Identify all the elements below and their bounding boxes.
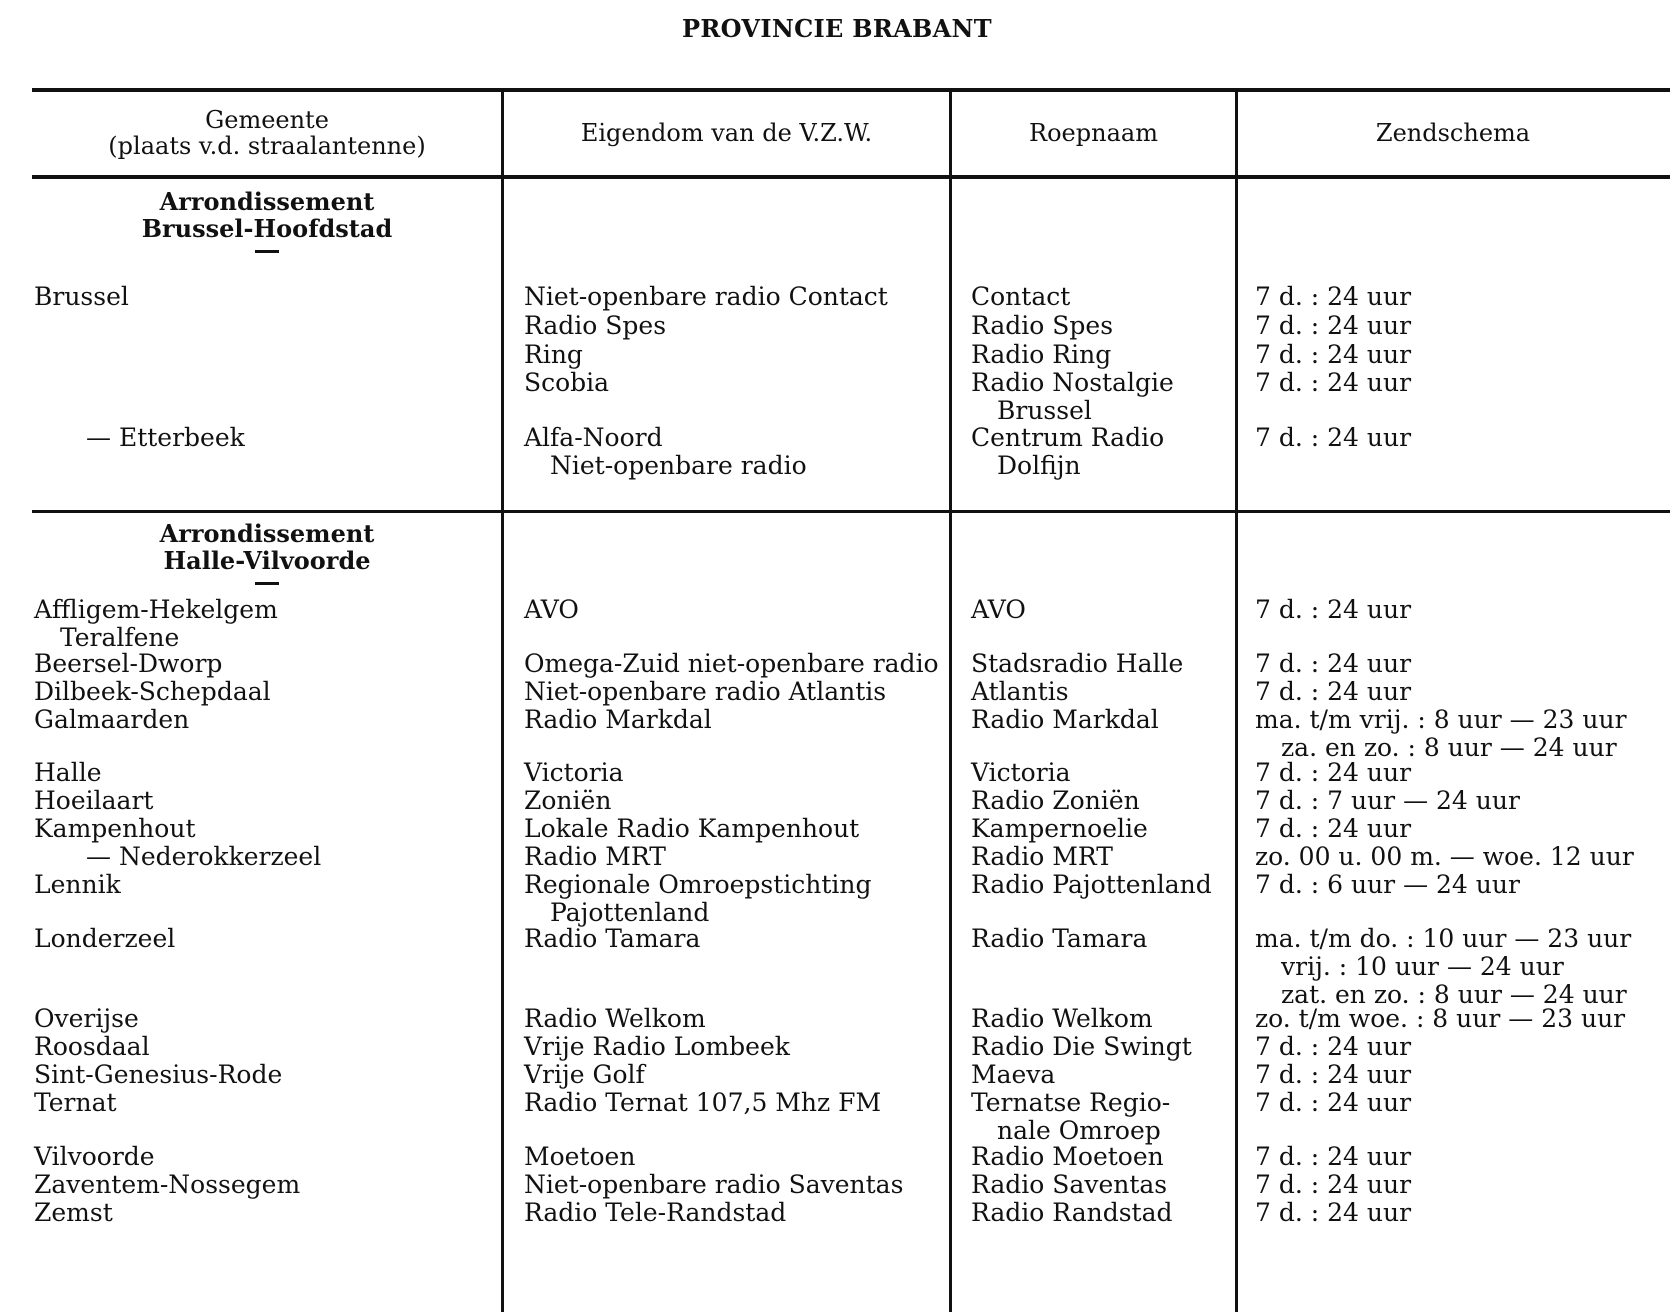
eigendom-cell: Radio Welkom — [524, 1004, 706, 1033]
roepnaam-cell: Radio Tamara — [971, 924, 1148, 953]
zendschema-cell: 7 d. : 24 uur — [1255, 814, 1412, 843]
zendschema-cell: 7 d. : 24 uur — [1255, 1060, 1412, 1089]
column-divider — [501, 88, 504, 1312]
zendschema-cell: 7 d. : 24 uur — [1255, 758, 1412, 787]
gemeente-cell: Beersel-Dworp — [34, 649, 223, 678]
zendschema-cell: 7 d. : 24 uur — [1255, 1198, 1412, 1227]
zendschema-cell: 7 d. : 7 uur — 24 uur — [1255, 786, 1520, 815]
zendschema-cell: 7 d. : 24 uur — [1255, 595, 1412, 624]
zendschema-cell: 7 d. : 24 uur — [1255, 1142, 1412, 1171]
eigendom-cell: Radio Tele-Randstad — [524, 1198, 787, 1227]
eigendom-cell: Radio Markdal — [524, 705, 712, 734]
roepnaam-cell: Radio Ring — [971, 340, 1112, 369]
roepnaam-cell: Ternatse Regio- nale Omroep — [971, 1088, 1171, 1145]
roepnaam-cell: Radio MRT — [971, 842, 1113, 871]
header-roepnaam: Roepnaam — [1029, 119, 1158, 147]
zendschema-cell: 7 d. : 24 uur — [1255, 1088, 1412, 1117]
roepnaam-cell: Atlantis — [971, 677, 1069, 706]
eigendom-cell: Lokale Radio Kampenhout — [524, 814, 860, 843]
roepnaam-cell: Radio Moetoen — [971, 1142, 1164, 1171]
section-heading: Arrondissement Brussel-Hoofdstad — [32, 188, 502, 253]
roepnaam-cell: Radio Pajottenland — [971, 870, 1212, 899]
roepnaam-cell: Maeva — [971, 1060, 1056, 1089]
zendschema-cell: ma. t/m do. : 10 uur — 23 uur vrij. : 10 uur — 24 uur zat. en zo. : 8 uur — 24 uur — [1255, 924, 1632, 1009]
gemeente-cell: Halle — [34, 758, 102, 787]
zendschema-cell: 7 d. : 24 uur — [1255, 311, 1412, 340]
gemeente-cell: Dilbeek-Schepdaal — [34, 677, 271, 706]
gemeente-cell: Roosdaal — [34, 1032, 150, 1061]
gemeente-cell: Ternat — [34, 1088, 117, 1117]
roepnaam-cell: Victoria — [971, 758, 1071, 787]
roepnaam-cell: Radio Randstad — [971, 1198, 1173, 1227]
zendschema-cell: zo. t/m woe. : 8 uur — 23 uur — [1255, 1004, 1626, 1033]
eigendom-cell: Niet-openbare radio Saventas — [524, 1170, 904, 1199]
section-dash — [255, 250, 279, 253]
eigendom-cell: Niet-openbare radio Contact — [524, 282, 888, 311]
gemeente-cell: Kampenhout — [34, 814, 196, 843]
roepnaam-cell: Radio Spes — [971, 311, 1114, 340]
roepnaam-cell: Radio Welkom — [971, 1004, 1153, 1033]
gemeente-cell: Hoeilaart — [34, 786, 154, 815]
eigendom-cell: Radio Spes — [524, 311, 667, 340]
eigendom-cell: Scobia — [524, 368, 610, 397]
zendschema-cell: 7 d. : 24 uur — [1255, 368, 1412, 397]
gemeente-cell: Zemst — [34, 1198, 113, 1227]
roepnaam-cell: Stadsradio Halle — [971, 649, 1184, 678]
roepnaam-cell: Radio Saventas — [971, 1170, 1168, 1199]
eigendom-cell: Vrije Radio Lombeek — [524, 1032, 790, 1061]
roepnaam-cell: Radio Nostalgie Brussel — [971, 368, 1174, 425]
eigendom-cell: Niet-openbare radio Atlantis — [524, 677, 887, 706]
gemeente-cell: — Etterbeek — [86, 423, 245, 452]
gemeente-cell: Galmaarden — [34, 705, 190, 734]
gemeente-cell: Lennik — [34, 870, 121, 899]
section-heading: Arrondissement Halle-Vilvoorde — [32, 520, 502, 585]
eigendom-cell: Radio Tamara — [524, 924, 701, 953]
roepnaam-cell: Centrum Radio Dolfijn — [971, 423, 1165, 480]
section-dash — [255, 582, 279, 585]
page-title: PROVINCIE BRABANT — [682, 14, 992, 43]
broadcast-table — [32, 88, 1670, 1312]
gemeente-cell: Zaventem-Nossegem — [34, 1170, 301, 1199]
gemeente-cell: — Nederokkerzeel — [86, 842, 322, 871]
gemeente-cell: Londerzeel — [34, 924, 176, 953]
header-gemeente: Gemeente (plaats v.d. straalantenne) — [108, 106, 426, 160]
roepnaam-cell: Radio Markdal — [971, 705, 1159, 734]
zendschema-cell: 7 d. : 6 uur — 24 uur — [1255, 870, 1520, 899]
roepnaam-cell: Radio Die Swingt — [971, 1032, 1192, 1061]
gemeente-cell: Vilvoorde — [34, 1142, 155, 1171]
eigendom-cell: Omega-Zuid niet-openbare radio — [524, 649, 939, 678]
eigendom-cell: AVO — [524, 595, 579, 624]
zendschema-cell: 7 d. : 24 uur — [1255, 282, 1412, 311]
section-rule — [32, 510, 1670, 513]
eigendom-cell: Victoria — [524, 758, 624, 787]
gemeente-cell: Brussel — [34, 282, 129, 311]
zendschema-cell: 7 d. : 24 uur — [1255, 423, 1412, 452]
eigendom-cell: Ring — [524, 340, 583, 369]
eigendom-cell: Zoniën — [524, 786, 612, 815]
eigendom-cell: Radio Ternat 107,5 Mhz FM — [524, 1088, 882, 1117]
gemeente-cell: Overijse — [34, 1004, 139, 1033]
zendschema-cell: 7 d. : 24 uur — [1255, 677, 1412, 706]
header-zendschema: Zendschema — [1375, 119, 1531, 147]
header-eigendom: Eigendom van de V.Z.W. — [580, 119, 873, 147]
zendschema-cell: zo. 00 u. 00 m. — woe. 12 uur — [1255, 842, 1634, 871]
roepnaam-cell: Kampernoelie — [971, 814, 1148, 843]
zendschema-cell: 7 d. : 24 uur — [1255, 1032, 1412, 1061]
roepnaam-cell: Contact — [971, 282, 1071, 311]
eigendom-cell: Vrije Golf — [524, 1060, 645, 1089]
gemeente-cell: Sint-Genesius-Rode — [34, 1060, 283, 1089]
eigendom-cell: Regionale Omroepstichting Pajottenland — [524, 870, 872, 927]
eigendom-cell: Alfa-Noord Niet-openbare radio — [524, 423, 807, 480]
zendschema-cell: ma. t/m vrij. : 8 uur — 23 uur za. en zo. : 8 uur — 24 uur — [1255, 705, 1627, 762]
eigendom-cell: Moetoen — [524, 1142, 636, 1171]
eigendom-cell: Radio MRT — [524, 842, 666, 871]
zendschema-cell: 7 d. : 24 uur — [1255, 340, 1412, 369]
gemeente-cell: Affligem-Hekelgem Teralfene — [34, 595, 278, 652]
zendschema-cell: 7 d. : 24 uur — [1255, 649, 1412, 678]
roepnaam-cell: AVO — [971, 595, 1026, 624]
roepnaam-cell: Radio Zoniën — [971, 786, 1140, 815]
zendschema-cell: 7 d. : 24 uur — [1255, 1170, 1412, 1199]
